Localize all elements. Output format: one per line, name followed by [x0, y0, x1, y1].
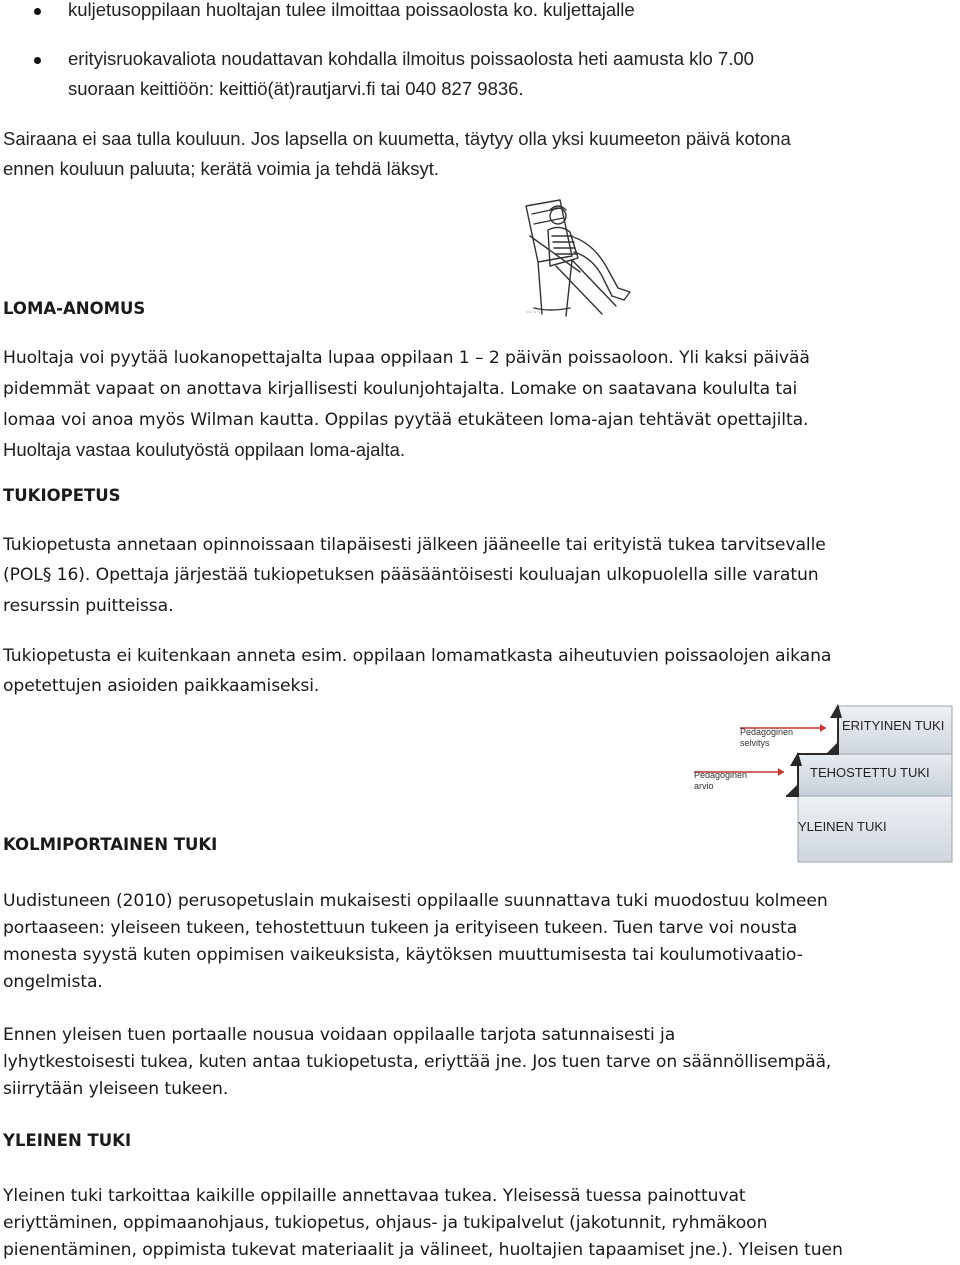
bullet-dot — [34, 8, 41, 15]
kolmiportainen-paragraph-line: ongelmista. — [3, 972, 103, 992]
loma-paragraph-line: lomaa voi anoa myös Wilman kautta. Oppilas pyytää etukäteen loma-ajan tehtävät opettajilta. — [3, 410, 809, 430]
tukiopetus-paragraph-line: Tukiopetusta annetaan opinnoissaan tilapäisesti jälkeen jääneelle tai erityistä tukea tarvitsevalle — [3, 535, 826, 555]
tukiopetus-paragraph-line: Tukiopetusta ei kuitenkaan anneta esim. oppilaan lomamatkasta aiheutuvien poissaolojen aikana — [3, 646, 832, 666]
sick-paragraph-line: ennen kouluun paluuta; kerätä voimia ja tehdä läksyt. — [3, 158, 440, 179]
kolmiportainen-paragraph-line: monesta syystä kuten oppimisen vaikeuksista, käytöksen muuttumisesta tai koulumotivaatio- — [3, 945, 803, 965]
yleinen-paragraph-line: eriyttäminen, oppimaanohjaus, tukiopetus, ohjaus- ja tukipalvelut (jakotunnit, ryhmäkoon — [3, 1213, 768, 1233]
svg-text:~~ ~ ~: ~~ ~ ~ — [526, 310, 541, 316]
yleinen-paragraph-line: Yleinen tuki tarkoittaa kaikille oppilaille annettavaa tukea. Yleisessä tuessa painottuvat — [3, 1186, 746, 1206]
tukiopetus-paragraph-line: (POL§ 16). Opettaja järjestää tukiopetuksen pääsääntöisesti kouluajan ulkopuolella sille varatun — [3, 565, 819, 585]
arrow-label-selvitys-2: selvitys — [740, 738, 770, 748]
kolmiportainen-paragraph-line: siirrytään yleiseen tukeen. — [3, 1079, 229, 1099]
arrow-label-arvio-2: arvio — [694, 781, 714, 791]
section-heading-kolmiportainen-tuki: KOLMIPORTAINEN TUKI — [3, 835, 218, 854]
bullet-item-continuation: suoraan keittiöön: keittiö(ät)rautjarvi.fi tai 040 827 9836. — [68, 78, 524, 99]
kolmiportainen-paragraph-line: Uudistuneen (2010) perusopetuslain mukaisesti oppilaalle suunnattava tuki muodostuu kolmeen — [3, 891, 828, 911]
arrow-label-arvio-1: Pedagoginen — [694, 770, 748, 780]
kolmiportainen-paragraph-line: Ennen yleisen tuen portaalle nousua voidaan oppilaalle tarjota satunnaisesti ja — [3, 1025, 676, 1045]
kolmiportainen-paragraph-line: portaaseen: yleiseen tukeen, tehostettuun tukeen ja erityiseen tukeen. Tuen tarve voi nousta — [3, 918, 798, 938]
bullet-item: kuljetusoppilaan huoltajan tulee ilmoittaa poissaolosta ko. kuljettajalle — [68, 0, 635, 20]
loma-paragraph-line: Huoltaja voi pyytää luokanopettajalta lupaa oppilaan 1 – 2 päivän poissaoloon. Yli kaksi päivää — [3, 348, 810, 368]
section-heading-loma-anomus: LOMA-ANOMUS — [3, 299, 146, 318]
step-label-tehostettu: TEHOSTETTU TUKI — [810, 765, 930, 780]
loma-paragraph-line: pidemmät vapaat on anottava kirjallisesti koulunjohtajalta. Lomake on saatavana koululta tai — [3, 379, 798, 399]
bullet-item: erityisruokavaliota noudattavan kohdalla ilmoitus poissaolosta heti aamusta klo 7.00 — [68, 48, 754, 69]
three-tier-support-diagram — [680, 700, 958, 864]
kolmiportainen-paragraph-line: lyhytkestoisesti tukea, kuten antaa tukiopetusta, eriyttää jne. Jos tuen tarve on säännöllisempää, — [3, 1052, 832, 1072]
tukiopetus-paragraph-line: opetettujen asioiden paikkaamiseksi. — [3, 676, 320, 696]
arrow-label-selvitys-1: Pedagoginen — [740, 727, 794, 737]
section-heading-yleinen-tuki: YLEINEN TUKI — [3, 1131, 132, 1150]
section-heading-tukiopetus: TUKIOPETUS — [3, 486, 121, 505]
deck-chair-illustration — [520, 196, 640, 322]
step-label-erityinen: ERITYINEN TUKI — [842, 718, 945, 733]
bullet-dot — [34, 57, 41, 64]
sick-paragraph-line: Sairaana ei saa tulla kouluun. Jos lapsella on kuumetta, täytyy olla yksi kuumeeton päivä kotona — [3, 128, 791, 149]
loma-paragraph-last-line: Huoltaja vastaa koulutyöstä oppilaan loma-ajalta. — [3, 439, 406, 460]
step-label-yleinen: YLEINEN TUKI — [798, 819, 887, 834]
tukiopetus-paragraph-line: resurssin puitteissa. — [3, 596, 174, 616]
yleinen-paragraph-line: pienentäminen, oppimista tukevat materiaalit ja välineet, huoltajien tapaamiset jne.). Yleisen tuen — [3, 1240, 843, 1260]
